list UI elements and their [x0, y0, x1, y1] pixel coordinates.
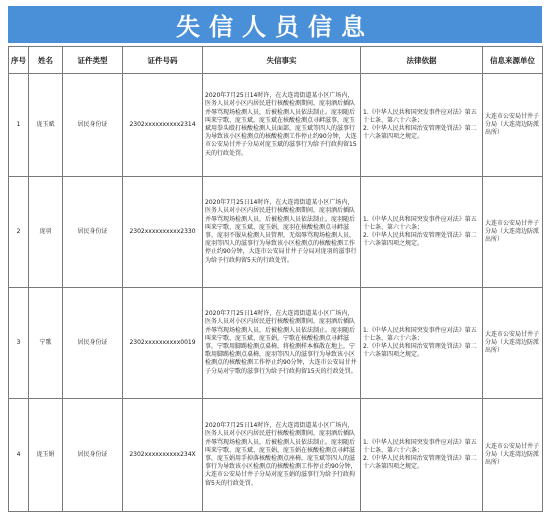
cell-source: 大连市公安局甘井子分局（大连湾边防派出所）	[483, 288, 543, 399]
header-facts: 失信事实	[203, 47, 361, 74]
header-id-type: 证件类型	[63, 47, 123, 74]
cell-source: 大连市公安局甘井子分局（大连湾边防派出所）	[483, 399, 543, 512]
cell-id-type: 居民身份证	[63, 399, 123, 512]
cell-id-number: 2302xxxxxxxxxx2330	[123, 177, 203, 288]
table-row	[9, 399, 543, 512]
cell-source: 大连市公安局甘井子分局（大连湾边防派出所）	[483, 177, 543, 288]
header-legal-basis: 法律依据	[361, 47, 483, 74]
cell-id-type: 居民身份证	[63, 74, 123, 177]
title-banner	[8, 6, 542, 43]
cell-no: 3	[9, 288, 29, 399]
cell-name: 庞玉斌	[29, 74, 63, 177]
cell-legal-basis: 1.《中华人民共和国突发事件应对法》第五十七条、第六十六条； 2.《中华人民共和国治安管理处罚法》第二十六条第四项之规定。	[361, 399, 483, 512]
header-no: 序号	[9, 47, 29, 74]
cell-source: 大连市公安局甘井子分局（大连湾边防派出所）	[483, 74, 543, 177]
page-title: 失信人员信息	[176, 13, 374, 41]
table-header-row	[9, 47, 543, 74]
header-name: 姓名	[29, 47, 63, 74]
cell-facts: 2020年7月25日14时许，在大连湾街道某小区广场内，医务人员对小区内居民进行核酸检测期间，庞羽酒后插队并辱骂现场检测人员，后被检测人员依法制止。庞羽随后叫来宁歌、庞玉斌、庞玉娟，庞玉娟在核酸检测点寻衅滋事，庞玉娟用手掉落核酸检测点座椅，庞玉斌等四人的滋事行为导致该小区检测点的核酸检测工作停止约90分钟，大连市公安局甘井子分局对庞玉娟的滋事行为给予行政拘留5天的行政处罚。	[203, 399, 361, 512]
cell-facts: 2020年7月25日14时许，在大连湾街道某小区广场内，医务人员对小区内居民进行核酸检测期间，庞羽酒后插队并辱骂现场检测人员，后被检测人员依法制止。庞羽随后叫来宁歌、庞玉斌、庞玉娟，宁歌在核酸检测点寻衅滋事，宁歌用脚踢检测点桌椅，将检测样本推散在地上，宁歌用脚踢检测点桌椅，庞羽等四人的滋事行为导致该小区检测点的核酸检测工作停止约90分钟，大连市公安局甘井子分局对宁歌的滋事行为给予行政拘留15天的行政处罚。	[203, 288, 361, 399]
table-row	[9, 288, 543, 399]
cell-no: 1	[9, 74, 29, 177]
cell-facts: 2020年7月25日14时许，在大连湾街道某小区广场内，医务人员对小区内居民进行核酸检测期间，庞羽酒后插队并辱骂现场检测人员，后被检测人员依法制止。庞羽随后叫来宁歌、庞玉斌、庞玉娟，庞羽在核酸检测点寻衅滋事，庞羽不服从检测人员管理，无端辱骂现场检测人员，庞羽等四人的滋事行为导致该小区检测点的核酸检测工作停止约90分钟，大连市公安局甘井子分局对庞羽的滋事行为给予行政拘留5天的行政处罚。	[203, 177, 361, 288]
cell-no: 4	[9, 399, 29, 512]
dishonest-persons-table	[8, 46, 543, 512]
cell-name: 宁歌	[29, 288, 63, 399]
cell-id-number: 2302xxxxxxxxxx2314	[123, 74, 203, 177]
cell-no: 2	[9, 177, 29, 288]
table-row	[9, 177, 543, 288]
cell-legal-basis: 1.《中华人民共和国突发事件应对法》第五十七条、第六十六条； 2.《中华人民共和国治安管理处罚法》第二十六条第四项之规定。	[361, 177, 483, 288]
header-id-number: 证件号码	[123, 47, 203, 74]
header-source: 信息来源单位	[483, 47, 543, 74]
cell-id-number: 2302xxxxxxxxxx0019	[123, 288, 203, 399]
cell-name: 庞羽	[29, 177, 63, 288]
table-row	[9, 74, 543, 177]
cell-name: 庞玉娟	[29, 399, 63, 512]
cell-legal-basis: 1.《中华人民共和国突发事件应对法》第五十七条、第六十六条； 2.《中华人民共和国治安管理处罚法》第二十六条第四项之规定。	[361, 74, 483, 177]
cell-facts: 2020年7月25日14时许，在大连湾街道某小区广场内，医务人员对小区内居民进行核酸检测期间，庞羽酒后插队并辱骂现场检测人员，后被检测人员依法制止。庞羽随后叫来宁歌、庞玉斌，庞玉斌在核酸检测点寻衅滋事，庞玉斌用拳头殴打核酸检测人员面部，庞玉斌等四人的滋事行为导致该小区检测点的核酸检测工作停止约90分钟，大连市公安局甘井子分局对庞玉斌的滋事行为给予行政拘留15天的行政处罚。	[203, 74, 361, 177]
cell-id-number: 2302xxxxxxxxxx234X	[123, 399, 203, 512]
cell-id-type: 居民身份证	[63, 177, 123, 288]
cell-id-type: 居民身份证	[63, 288, 123, 399]
cell-legal-basis: 1.《中华人民共和国突发事件应对法》第五十七条、第六十六条； 2.《中华人民共和国治安管理处罚法》第二十六条第四项之规定。	[361, 288, 483, 399]
